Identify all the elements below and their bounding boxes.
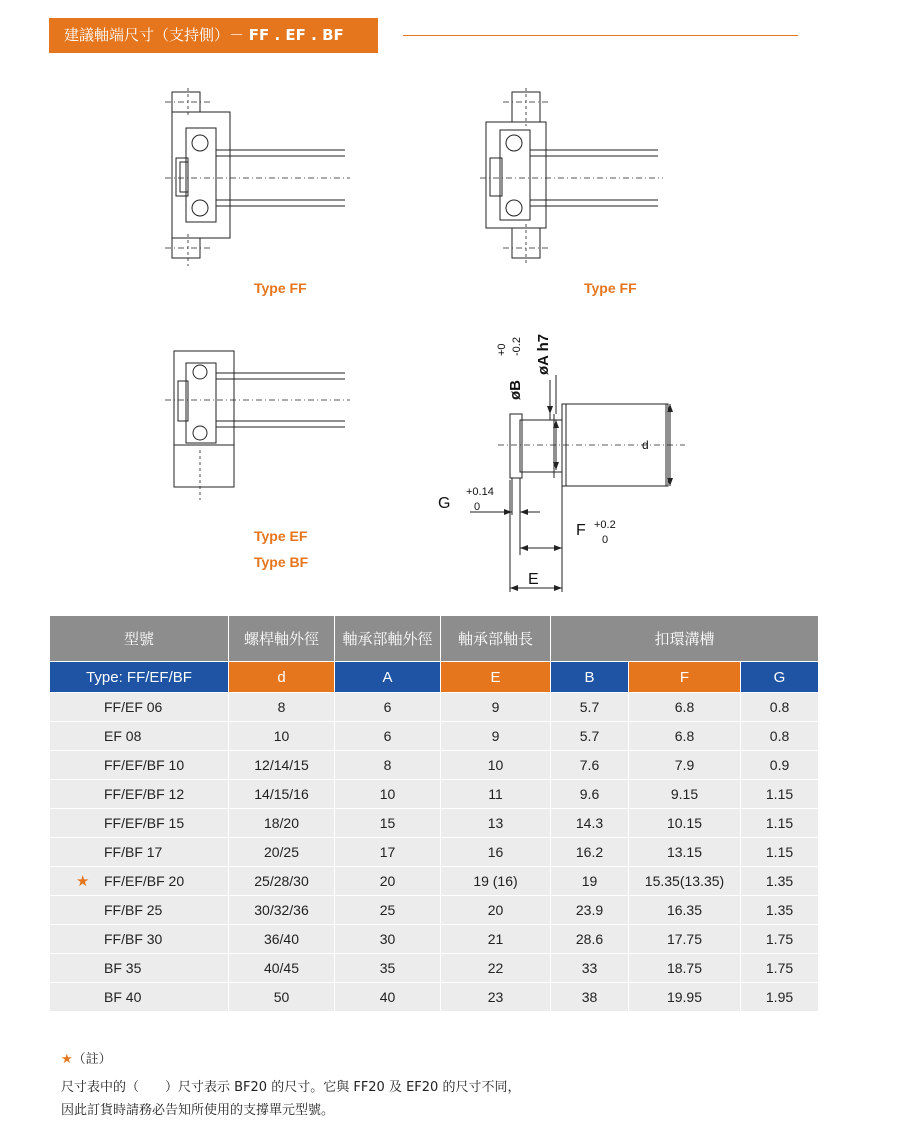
cell-f: 19.95 bbox=[629, 983, 741, 1012]
cell-model bbox=[50, 751, 229, 780]
model-label: FF/EF 06 bbox=[104, 699, 163, 715]
cell-f: 18.75 bbox=[629, 954, 741, 983]
table-row bbox=[50, 722, 819, 751]
cell-a: 6 bbox=[335, 693, 441, 722]
cell-g: 1.15 bbox=[741, 838, 819, 867]
dim-label-B-tol-top: +0 bbox=[496, 343, 508, 356]
model-label: FF/EF/BF 15 bbox=[104, 815, 185, 831]
cell-model bbox=[50, 780, 229, 809]
dim-label-G: G bbox=[438, 495, 451, 512]
cell-e: 16 bbox=[441, 838, 551, 867]
cell-a: 10 bbox=[335, 780, 441, 809]
table-row bbox=[50, 780, 819, 809]
model-label: FF/BF 25 bbox=[104, 902, 163, 918]
cell-a: 8 bbox=[335, 751, 441, 780]
cell-e: 20 bbox=[441, 896, 551, 925]
cell-a: 17 bbox=[335, 838, 441, 867]
cell-d: 25/28/30 bbox=[229, 867, 335, 896]
header-snap-ring-groove: 扣環溝槽 bbox=[551, 616, 819, 662]
cell-d: 8 bbox=[229, 693, 335, 722]
dim-label-E: E bbox=[528, 571, 539, 588]
model-label: FF/BF 17 bbox=[104, 844, 163, 860]
cell-b: 16.2 bbox=[551, 838, 629, 867]
dim-label-B: øB bbox=[507, 380, 524, 400]
subheader-d: d bbox=[229, 662, 335, 693]
cell-model bbox=[50, 809, 229, 838]
subheader-E: E bbox=[441, 662, 551, 693]
cell-e: 9 bbox=[441, 722, 551, 751]
dim-label-d: d bbox=[642, 438, 649, 452]
subheader-G: G bbox=[741, 662, 819, 693]
model-label: BF 40 bbox=[104, 989, 142, 1005]
table-row bbox=[50, 867, 819, 896]
note-heading: （註） bbox=[72, 1052, 112, 1067]
cell-g: 0.9 bbox=[741, 751, 819, 780]
cell-e: 11 bbox=[441, 780, 551, 809]
drawing-type-ff-1 bbox=[160, 88, 360, 268]
cell-e: 21 bbox=[441, 925, 551, 954]
model-label: FF/EF/BF 10 bbox=[104, 757, 185, 773]
cell-f: 7.9 bbox=[629, 751, 741, 780]
dim-label-F: F bbox=[576, 522, 586, 539]
note-line-1: 尺寸表中的（ ）尺寸表示 BF20 的尺寸。它與 FF20 及 EF20 的尺寸不同， bbox=[61, 1080, 521, 1095]
header-model: 型號 bbox=[50, 616, 229, 662]
cell-b: 9.6 bbox=[551, 780, 629, 809]
cell-b: 19 bbox=[551, 867, 629, 896]
cell-a: 6 bbox=[335, 722, 441, 751]
cell-f: 13.15 bbox=[629, 838, 741, 867]
cell-e: 19 (16) bbox=[441, 867, 551, 896]
model-label: EF 08 bbox=[104, 728, 142, 744]
cell-a: 35 bbox=[335, 954, 441, 983]
cell-f: 17.75 bbox=[629, 925, 741, 954]
dim-label-B-tol-bottom: -0.2 bbox=[511, 337, 523, 356]
model-label: BF 35 bbox=[104, 960, 142, 976]
dim-label-G-tol-top: +0.14 bbox=[466, 486, 494, 498]
cell-e: 13 bbox=[441, 809, 551, 838]
table-row bbox=[50, 925, 819, 954]
cell-model bbox=[50, 722, 229, 751]
model-label: FF/EF/BF 12 bbox=[104, 786, 185, 802]
caption-type-bf: Type BF bbox=[254, 554, 309, 570]
drawing-type-ef-bf bbox=[160, 345, 360, 505]
table-row bbox=[50, 693, 819, 722]
cell-g: 1.35 bbox=[741, 867, 819, 896]
cell-d: 10 bbox=[229, 722, 335, 751]
cell-d: 36/40 bbox=[229, 925, 335, 954]
star-icon: ★ bbox=[76, 873, 90, 890]
header-bearing-shaft-od: 軸承部軸外徑 bbox=[335, 616, 441, 662]
cell-b: 38 bbox=[551, 983, 629, 1012]
table-row bbox=[50, 983, 819, 1012]
cell-g: 1.95 bbox=[741, 983, 819, 1012]
subheader-B: B bbox=[551, 662, 629, 693]
cell-a: 25 bbox=[335, 896, 441, 925]
subheader-F: F bbox=[629, 662, 741, 693]
cell-g: 0.8 bbox=[741, 693, 819, 722]
cell-f: 6.8 bbox=[629, 693, 741, 722]
cell-g: 0.8 bbox=[741, 722, 819, 751]
cell-model bbox=[50, 983, 229, 1012]
cell-model bbox=[50, 896, 229, 925]
subheader-A: A bbox=[335, 662, 441, 693]
cell-g: 1.15 bbox=[741, 809, 819, 838]
cell-a: 30 bbox=[335, 925, 441, 954]
table-row bbox=[50, 809, 819, 838]
subheader-type: Type: FF/EF/BF bbox=[50, 662, 229, 693]
cell-model bbox=[50, 693, 229, 722]
cell-b: 23.9 bbox=[551, 896, 629, 925]
cell-b: 7.6 bbox=[551, 751, 629, 780]
cell-f: 10.15 bbox=[629, 809, 741, 838]
model-label: FF/BF 30 bbox=[104, 931, 163, 947]
section-title-types: FF . EF . BF bbox=[248, 26, 344, 44]
cell-f: 9.15 bbox=[629, 780, 741, 809]
cell-a: 40 bbox=[335, 983, 441, 1012]
cell-f: 6.8 bbox=[629, 722, 741, 751]
cell-model bbox=[50, 925, 229, 954]
dim-label-F-tol-bottom: 0 bbox=[602, 534, 609, 546]
cell-e: 10 bbox=[441, 751, 551, 780]
cell-a: 20 bbox=[335, 867, 441, 896]
cell-e: 9 bbox=[441, 693, 551, 722]
table-row bbox=[50, 954, 819, 983]
cell-d: 50 bbox=[229, 983, 335, 1012]
cell-d: 40/45 bbox=[229, 954, 335, 983]
caption-type-ef: Type EF bbox=[254, 528, 308, 544]
caption-type-ff-1: Type FF bbox=[254, 280, 307, 296]
table-subheader-row bbox=[50, 662, 819, 693]
dim-label-A: øA h7 bbox=[535, 333, 552, 375]
table-row bbox=[50, 751, 819, 780]
table-header-row bbox=[50, 616, 819, 662]
cell-d: 18/20 bbox=[229, 809, 335, 838]
cell-d: 14/15/16 bbox=[229, 780, 335, 809]
section-title bbox=[49, 18, 378, 53]
drawing-type-ff-2 bbox=[478, 88, 678, 268]
caption-type-ff-2: Type FF bbox=[584, 280, 637, 296]
cell-d: 12/14/15 bbox=[229, 751, 335, 780]
cell-b: 28.6 bbox=[551, 925, 629, 954]
cell-g: 1.35 bbox=[741, 896, 819, 925]
cell-e: 22 bbox=[441, 954, 551, 983]
cell-g: 1.75 bbox=[741, 954, 819, 983]
dim-label-F-tol-top: +0.2 bbox=[594, 519, 616, 531]
note-star-icon: ★ bbox=[61, 1052, 73, 1067]
title-divider bbox=[403, 35, 798, 36]
cell-b: 5.7 bbox=[551, 693, 629, 722]
section-title-prefix: 建議軸端尺寸（支持側）－ bbox=[64, 26, 245, 44]
cell-f: 16.35 bbox=[629, 896, 741, 925]
table-row bbox=[50, 838, 819, 867]
model-label: FF/EF/BF 20 bbox=[104, 873, 185, 889]
cell-b: 5.7 bbox=[551, 722, 629, 751]
cell-g: 1.75 bbox=[741, 925, 819, 954]
cell-model bbox=[50, 954, 229, 983]
spec-table bbox=[49, 615, 819, 1012]
cell-e: 23 bbox=[441, 983, 551, 1012]
header-screw-shaft-od: 螺桿軸外徑 bbox=[229, 616, 335, 662]
cell-g: 1.15 bbox=[741, 780, 819, 809]
cell-b: 33 bbox=[551, 954, 629, 983]
cell-f: 15.35(13.35) bbox=[629, 867, 741, 896]
cell-d: 20/25 bbox=[229, 838, 335, 867]
cell-b: 14.3 bbox=[551, 809, 629, 838]
note-title bbox=[61, 1048, 112, 1067]
table-row bbox=[50, 896, 819, 925]
dim-label-G-tol-bottom: 0 bbox=[474, 501, 481, 513]
drawing-shaft-end-dimensions bbox=[430, 320, 700, 600]
note-line-2: 因此訂貨時請務必告知所使用的支撐單元型號。 bbox=[61, 1103, 335, 1118]
cell-model bbox=[50, 838, 229, 867]
cell-a: 15 bbox=[335, 809, 441, 838]
cell-d: 30/32/36 bbox=[229, 896, 335, 925]
header-bearing-shaft-length: 軸承部軸長 bbox=[441, 616, 551, 662]
cell-model bbox=[50, 867, 229, 896]
